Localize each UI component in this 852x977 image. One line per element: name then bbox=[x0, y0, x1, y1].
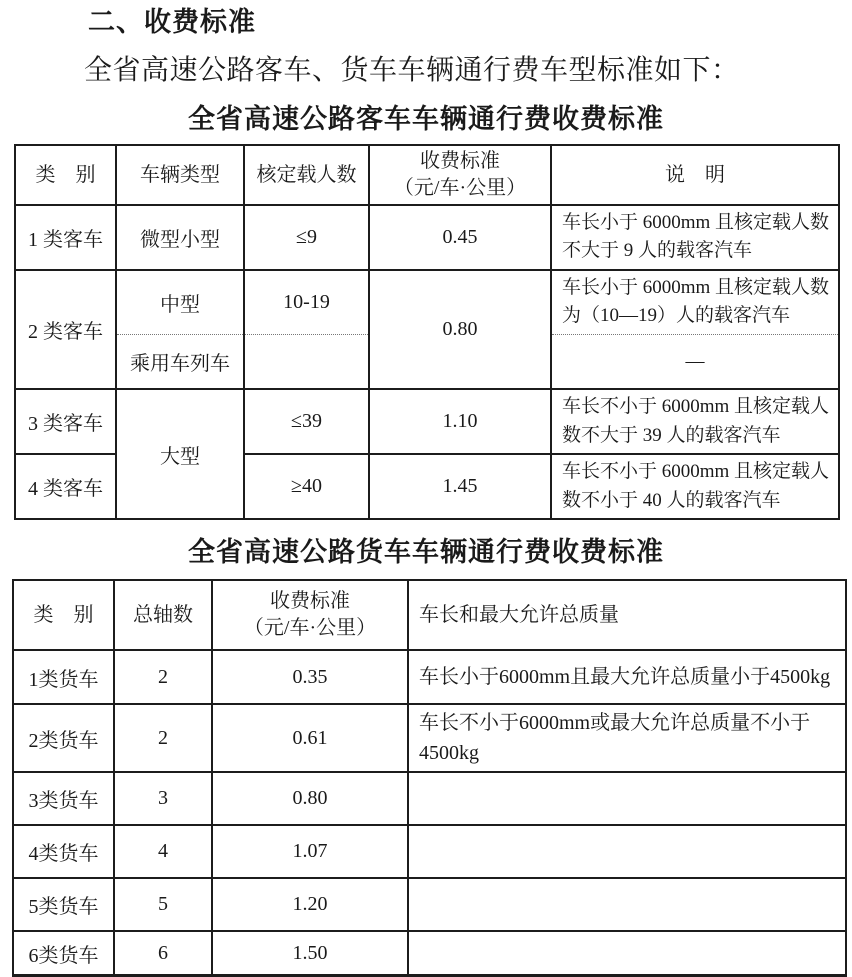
table-row bbox=[15, 205, 839, 270]
pt-r3-capacity: ≤39 bbox=[244, 389, 369, 454]
intro-line: 全省高速公路客车、货车车辆通行费车型标准如下： bbox=[84, 54, 740, 86]
pt-header-category: 类 别 bbox=[15, 145, 116, 205]
tt-r4-rate: 1.07 bbox=[212, 825, 408, 878]
tt-r6-category: 6类货车 bbox=[13, 931, 114, 975]
document-page bbox=[0, 7, 852, 967]
tt-r4-note bbox=[408, 825, 846, 878]
tt-r1-rate: 0.35 bbox=[212, 650, 408, 704]
pt-header-capacity: 核定载人数 bbox=[244, 145, 369, 205]
pt-r1-rate: 0.45 bbox=[369, 205, 551, 270]
pt-r3-note: 车长不小于 6000mm 且核定载人数不大于 39 人的载客汽车 bbox=[551, 389, 839, 454]
pt-r2-capacity-a: 10-19 bbox=[244, 270, 369, 335]
pt-r3-category: 3 类客车 bbox=[15, 389, 116, 454]
tt-header-rate-line1: 收费标准 bbox=[270, 590, 350, 613]
pt-r1-capacity: ≤9 bbox=[244, 205, 369, 270]
tt-header-rate-line2: （元/车·公里） bbox=[243, 617, 377, 640]
tt-r2-note: 车长不小于6000mm或最大允许总质量不小于4500kg bbox=[408, 704, 846, 772]
pt-header-rate-line2: （元/车·公里） bbox=[393, 176, 527, 199]
pt-r2-note-b: — bbox=[551, 334, 839, 389]
tt-r3-axles: 3 bbox=[114, 772, 212, 825]
pt-r2-type-a: 中型 bbox=[116, 270, 244, 335]
pt-r2-note-a: 车长小于 6000mm 且核定载人数为（10—19）人的载客汽车 bbox=[551, 270, 839, 335]
tt-r5-rate: 1.20 bbox=[212, 878, 408, 931]
tt-r4-category: 4类货车 bbox=[13, 825, 114, 878]
pt-r4-capacity: ≥40 bbox=[244, 454, 369, 519]
tt-r5-note bbox=[408, 878, 846, 931]
pt-r1-type: 微型小型 bbox=[116, 205, 244, 270]
section-heading: 二、收费标准 bbox=[88, 7, 256, 37]
tt-r2-rate: 0.61 bbox=[212, 704, 408, 772]
table-row bbox=[15, 270, 839, 335]
pt-r3-type: 大型 bbox=[116, 389, 244, 519]
table-row bbox=[13, 931, 846, 975]
pt-r4-note: 车长不小于 6000mm 且核定载人数不小于 40 人的载客汽车 bbox=[551, 454, 839, 519]
tt-r3-rate: 0.80 bbox=[212, 772, 408, 825]
tt-r6-note bbox=[408, 931, 846, 975]
pt-header-note: 说 明 bbox=[551, 145, 839, 205]
truck-header-row bbox=[13, 580, 846, 650]
tt-header-rate bbox=[212, 580, 408, 650]
tt-r4-axles: 4 bbox=[114, 825, 212, 878]
tt-r3-note bbox=[408, 772, 846, 825]
tt-header-note: 车长和最大允许总质量 bbox=[408, 580, 846, 650]
pt-r3-rate: 1.10 bbox=[369, 389, 551, 454]
pt-header-vehicle-type: 车辆类型 bbox=[116, 145, 244, 205]
pt-r2-capacity-b bbox=[244, 334, 369, 389]
pt-r1-category: 1 类客车 bbox=[15, 205, 116, 270]
pt-header-rate-line1: 收费标准 bbox=[420, 149, 500, 172]
table-row bbox=[13, 825, 846, 878]
tt-header-category: 类 别 bbox=[13, 580, 114, 650]
tt-r6-axles: 6 bbox=[114, 931, 212, 975]
tt-r1-category: 1类货车 bbox=[13, 650, 114, 704]
pt-r1-note: 车长小于 6000mm 且核定载人数不大于 9 人的载客汽车 bbox=[551, 205, 839, 270]
pt-header-rate bbox=[369, 145, 551, 205]
passenger-table-title: 全省高速公路客车车辆通行费收费标准 bbox=[188, 103, 664, 134]
tt-r3-category: 3类货车 bbox=[13, 772, 114, 825]
tt-r5-axles: 5 bbox=[114, 878, 212, 931]
pt-r4-category: 4 类客车 bbox=[15, 454, 116, 519]
tt-r1-note: 车长小于6000mm且最大允许总质量小于4500kg bbox=[408, 650, 846, 704]
table-row bbox=[13, 704, 846, 772]
truck-toll-table bbox=[12, 579, 847, 977]
passenger-header-row bbox=[15, 145, 839, 205]
truck-table-title: 全省高速公路货车车辆通行费收费标准 bbox=[188, 537, 664, 568]
tt-r2-axles: 2 bbox=[114, 704, 212, 772]
pt-r2-rate: 0.80 bbox=[369, 270, 551, 390]
table-row bbox=[15, 389, 839, 454]
tt-r1-axles: 2 bbox=[114, 650, 212, 704]
tt-r6-rate: 1.50 bbox=[212, 931, 408, 975]
tt-r2-category: 2类货车 bbox=[13, 704, 114, 772]
table-row bbox=[13, 772, 846, 825]
pt-r2-type-b: 乘用车列车 bbox=[116, 334, 244, 389]
pt-r4-rate: 1.45 bbox=[369, 454, 551, 519]
table-row bbox=[13, 878, 846, 931]
tt-r5-category: 5类货车 bbox=[13, 878, 114, 931]
table-row bbox=[13, 650, 846, 704]
pt-r2-category: 2 类客车 bbox=[15, 270, 116, 390]
passenger-toll-table bbox=[14, 144, 840, 521]
tt-header-axles: 总轴数 bbox=[114, 580, 212, 650]
